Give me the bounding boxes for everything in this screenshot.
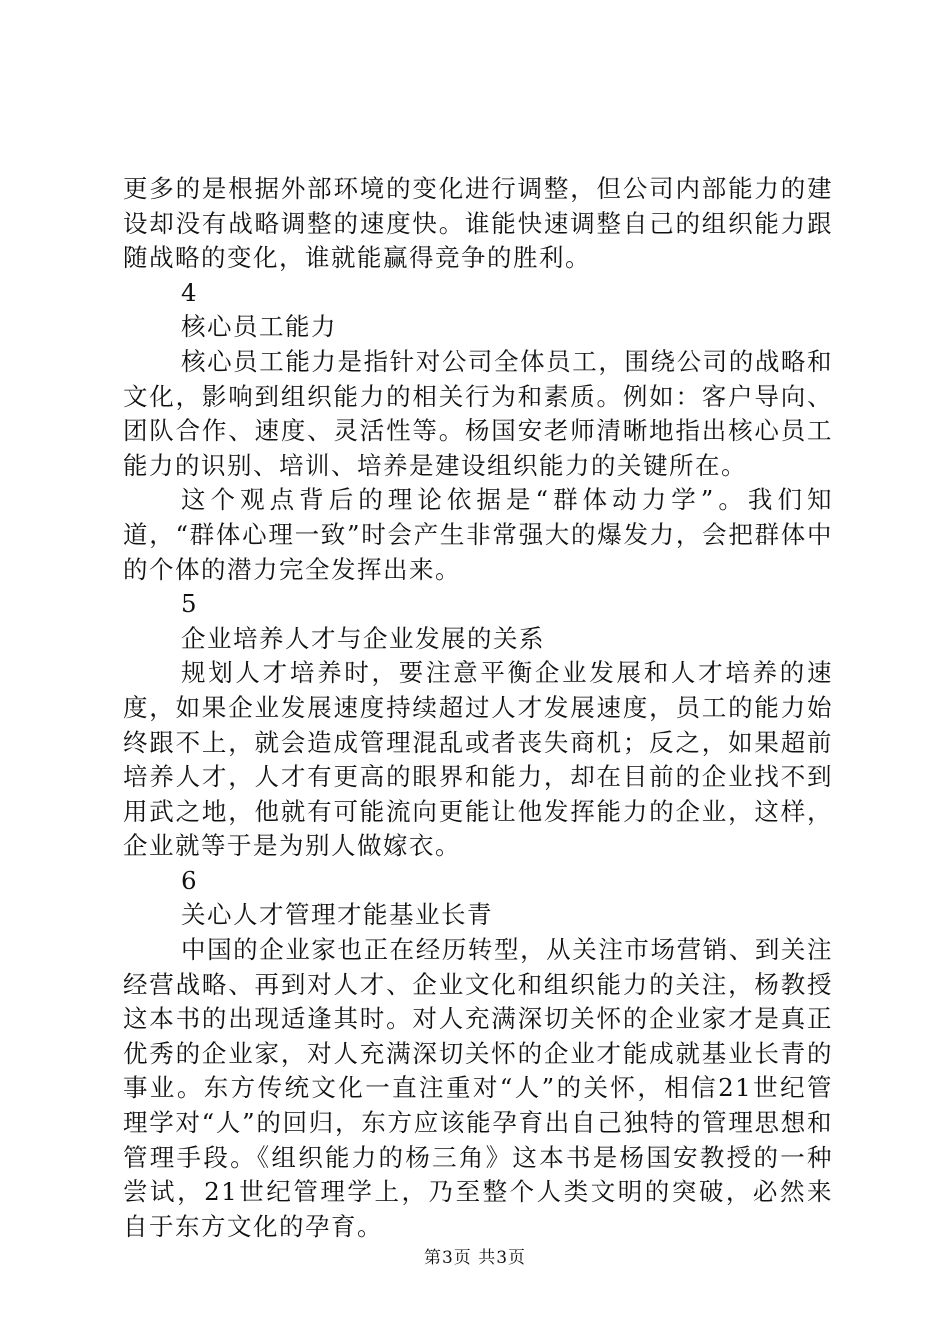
paragraph-core-competency: 核心员工能力是指针对公司全体员工，围绕公司的战略和文化，影响到组织能力的相关行为和素质。例如：客户导向、团队合作、速度、灵活性等。杨国安老师清晰地指出核心员工能力的识别、培训、培养是建设组织能力的关键所在。: [123, 346, 833, 480]
page-footer: 第3页 共3页: [423, 1248, 527, 1268]
document-body: [123, 172, 833, 1244]
paragraph-talent-development: 规划人才培养时，要注意平衡企业发展和人才培养的速度，如果企业发展速度持续超过人才发展速度，员工的能力始终跟不上，就会造成管理混乱或者丧失商机；反之，如果超前培养人才，人才有更高的眼界和能力，却在目前的企业找不到用武之地，他就有可能流向更能让他发挥能力的企业，这样，企业就等于是为别人做嫁衣。: [123, 658, 833, 861]
paragraph-talent-care: 中国的企业家也正在经历转型，从关注市场营销、到关注经营战略、再到对人才、企业文化和组织能力的关注，杨教授这本书的出现适逢其时。对人充满深切关怀的企业家才是真正优秀的企业家，对人充满深切关怀的企业才能成就基业长青的事业。东方传统文化一直注重对“人”的关怀，相信21世纪管理学对“人”的回归，东方应该能孕育出自己独特的管理思想和管理手段。《组织能力的杨三角》这本书是杨国安教授的一种尝试，21世纪管理学上，乃至整个人类文明的突破，必然来自于东方文化的孕育。: [123, 935, 833, 1241]
section-number-6: 6: [181, 865, 199, 895]
section-number-5: 5: [181, 589, 199, 619]
section-number-4: 4: [181, 277, 199, 307]
section-heading-4: 核心员工能力: [181, 312, 337, 342]
section-heading-6: 关心人才管理才能基业长青: [181, 900, 493, 930]
paragraph-continued: 更多的是根据外部环境的变化进行调整，但公司内部能力的建设却没有战略调整的速度快。谁能快速调整自己的组织能力跟随战略的变化，谁就能赢得竞争的胜利。: [123, 174, 833, 273]
section-heading-5: 企业培养人才与企业发展的关系: [181, 623, 545, 653]
paragraph-group-dynamics: 这个观点背后的理论依据是“群体动力学”。我们知道，“群体心理一致”时会产生非常强大的爆发力，会把群体中的个体的潜力完全发挥出来。: [123, 485, 833, 584]
